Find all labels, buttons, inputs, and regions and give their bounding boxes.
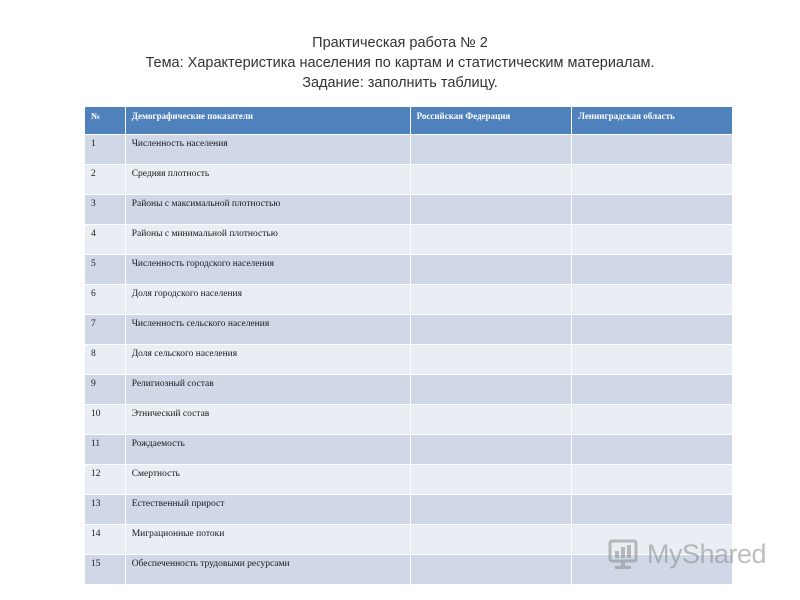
cell-number: 6	[85, 285, 126, 315]
cell-indicator: Доля сельского населения	[125, 345, 410, 375]
cell-indicator: Рождаемость	[125, 435, 410, 465]
cell-number: 15	[85, 555, 126, 585]
cell-leningrad[interactable]	[572, 465, 733, 495]
header-indicator: Демографические показатели	[125, 107, 410, 135]
cell-indicator: Численность городского населения	[125, 255, 410, 285]
cell-leningrad[interactable]	[572, 135, 733, 165]
cell-russia[interactable]	[410, 555, 572, 585]
cell-number: 11	[85, 435, 126, 465]
cell-indicator: Численность сельского населения	[125, 315, 410, 345]
table-row	[85, 165, 733, 195]
cell-indicator: Численность населения	[125, 135, 410, 165]
cell-indicator: Средняя плотность	[125, 165, 410, 195]
watermark-text: MyShared	[647, 538, 767, 569]
header-number: №	[85, 107, 126, 135]
cell-number: 8	[85, 345, 126, 375]
table-row	[85, 465, 733, 495]
table-row	[85, 135, 733, 165]
table-row	[85, 225, 733, 255]
cell-russia[interactable]	[410, 225, 572, 255]
cell-number: 14	[85, 525, 126, 555]
cell-russia[interactable]	[410, 195, 572, 225]
cell-number: 13	[85, 495, 126, 525]
cell-number: 3	[85, 195, 126, 225]
table-row	[85, 435, 733, 465]
cell-russia[interactable]	[410, 285, 572, 315]
cell-russia[interactable]	[410, 315, 572, 345]
header-russia: Российская Федерация	[410, 107, 572, 135]
title-line-2: Тема: Характеристика населения по картам и статистическим материалам.	[145, 55, 655, 71]
cell-leningrad[interactable]	[572, 405, 733, 435]
table-row	[85, 255, 733, 285]
cell-indicator: Районы с максимальной плотностью	[125, 195, 410, 225]
cell-indicator: Этнический состав	[125, 405, 410, 435]
table-row	[85, 285, 733, 315]
slide-title	[0, 33, 800, 93]
cell-leningrad[interactable]	[572, 285, 733, 315]
title-line-3: Задание: заполнить таблицу.	[302, 75, 498, 91]
cell-number: 10	[85, 405, 126, 435]
demographics-table	[84, 106, 733, 585]
title-line-1: Практическая работа № 2	[312, 35, 488, 51]
cell-leningrad[interactable]	[572, 255, 733, 285]
table-row	[85, 315, 733, 345]
cell-number: 9	[85, 375, 126, 405]
cell-number: 5	[85, 255, 126, 285]
cell-indicator: Миграционные потоки	[125, 525, 410, 555]
cell-russia[interactable]	[410, 135, 572, 165]
cell-russia[interactable]	[410, 525, 572, 555]
cell-russia[interactable]	[410, 495, 572, 525]
cell-indicator: Смертность	[125, 465, 410, 495]
myshared-logo-icon	[607, 537, 641, 571]
cell-leningrad[interactable]	[572, 435, 733, 465]
cell-number: 7	[85, 315, 126, 345]
cell-leningrad[interactable]	[572, 165, 733, 195]
cell-russia[interactable]	[410, 435, 572, 465]
cell-number: 12	[85, 465, 126, 495]
cell-russia[interactable]	[410, 465, 572, 495]
table-body	[85, 135, 733, 585]
watermark	[607, 537, 766, 571]
table-row	[85, 345, 733, 375]
cell-leningrad[interactable]	[572, 495, 733, 525]
cell-number: 4	[85, 225, 126, 255]
table-row	[85, 405, 733, 435]
cell-leningrad[interactable]	[572, 345, 733, 375]
cell-leningrad[interactable]	[572, 375, 733, 405]
cell-indicator: Религиозный состав	[125, 375, 410, 405]
cell-indicator: Доля городского населения	[125, 285, 410, 315]
cell-leningrad[interactable]	[572, 315, 733, 345]
cell-indicator: Естественный прирост	[125, 495, 410, 525]
table-row	[85, 375, 733, 405]
table-row	[85, 195, 733, 225]
cell-russia[interactable]	[410, 405, 572, 435]
cell-leningrad[interactable]	[572, 225, 733, 255]
cell-russia[interactable]	[410, 345, 572, 375]
cell-russia[interactable]	[410, 165, 572, 195]
cell-indicator: Районы с минимальной плотностью	[125, 225, 410, 255]
cell-number: 2	[85, 165, 126, 195]
cell-leningrad[interactable]	[572, 195, 733, 225]
table-row	[85, 495, 733, 525]
cell-russia[interactable]	[410, 255, 572, 285]
cell-indicator: Обеспеченность трудовыми ресурсами	[125, 555, 410, 585]
cell-number: 1	[85, 135, 126, 165]
header-leningrad: Ленинградская область	[572, 107, 733, 135]
cell-russia[interactable]	[410, 375, 572, 405]
table-header-row	[85, 107, 733, 135]
